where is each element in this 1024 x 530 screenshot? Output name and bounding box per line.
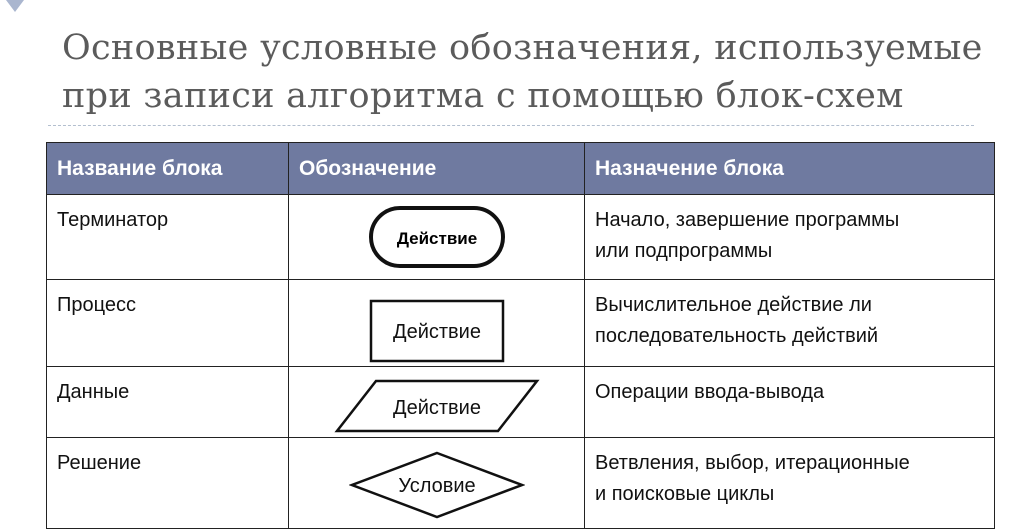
purpose-line: и поисковые циклы <box>595 483 775 505</box>
purpose-line: Ветвления, выбор, итерационные <box>595 452 910 474</box>
symbol-cell-process <box>289 280 585 367</box>
row-purpose-process <box>585 280 995 367</box>
purpose-line: или подпрограммы <box>595 240 773 262</box>
row-purpose-terminator <box>585 195 995 280</box>
table-row <box>47 195 995 280</box>
decision-label: Условие <box>398 475 476 497</box>
symbol-cell-data <box>289 367 585 438</box>
row-name-data: Данные <box>47 367 289 438</box>
table-row <box>47 438 995 529</box>
header-symbol: Обозначение <box>289 143 585 195</box>
table-row <box>47 367 995 438</box>
purpose-line: Начало, завершение программы <box>595 209 900 231</box>
row-name-process: Процесс <box>47 280 289 367</box>
header-block-name: Название блока <box>47 143 289 195</box>
process-label: Действие <box>393 321 481 343</box>
symbol-cell-terminator <box>289 195 585 280</box>
symbol-cell-decision <box>289 438 585 529</box>
purpose-line: Вычислительное действие ли <box>595 294 872 316</box>
row-name-terminator: Терминатор <box>47 195 289 280</box>
header-block-purpose: Назначение блока <box>585 143 995 195</box>
terminator-shape <box>367 204 507 270</box>
decision-diamond-shape <box>349 450 525 520</box>
row-purpose-decision <box>585 438 995 529</box>
data-label: Действие <box>393 397 481 419</box>
slide-title <box>62 24 1002 120</box>
data-parallelogram-shape <box>334 378 540 434</box>
slide-title-line-1: Основные условные обозначения, используемые <box>62 28 983 68</box>
purpose-line: Операции ввода-вывода <box>595 381 825 403</box>
table-row <box>47 280 995 367</box>
row-purpose-data <box>585 367 995 438</box>
slide-title-line-2: при записи алгоритма с помощью блок-схем <box>62 76 904 116</box>
title-divider <box>48 125 974 126</box>
table-header-row <box>47 143 995 195</box>
purpose-line: последовательность действий <box>595 325 879 347</box>
process-shape <box>369 299 505 363</box>
row-name-decision: Решение <box>47 438 289 529</box>
flowchart-symbols-table <box>46 142 995 529</box>
terminator-label: Действие <box>396 229 478 248</box>
corner-triangle-marker <box>6 0 24 12</box>
